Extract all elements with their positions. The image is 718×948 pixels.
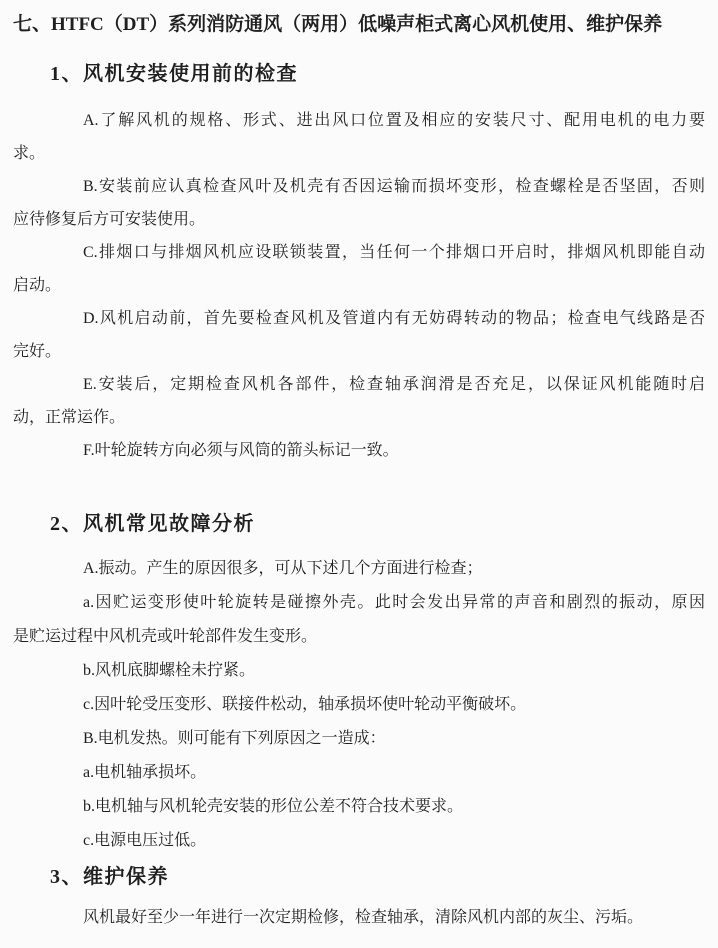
section-1-body [13, 104, 705, 467]
para-line: b.电机轴与风机轮壳安装的形位公差不符合技术要求。 [83, 798, 464, 815]
para-line: 求。 [13, 145, 46, 162]
para-line: B.安装前应认真检查风叶及机壳有否因运输而损坏变形，检查螺栓是否坚固，否则 [83, 178, 705, 195]
section-2-heading: 2、风机常见故障分析 [50, 513, 255, 535]
para-line: 应待修复后方可安装使用。 [13, 211, 206, 228]
para-line: A.了解风机的规格、形式、进出风口位置及相应的安装尺寸、配用电机的电力要 [83, 112, 705, 129]
para-line: 动，正常运作。 [13, 409, 126, 426]
para-line: A.振动。产生的原因很多，可从下述几个方面进行检查； [83, 560, 483, 577]
para-line: a.因贮运变形使叶轮旋转是碰擦外壳。此时会发出异常的声音和剧烈的振动，原因 [83, 594, 705, 611]
para-line: D.风机启动前，首先要检查风机及管道内有无妨碍转动的物品；检查电气线路是否 [83, 310, 705, 327]
para-line: a.电机轴承损坏。 [83, 764, 207, 781]
para-line: 风机最好至少一年进行一次定期检修，检查轴承，清除风机内部的灰尘、污垢。 [83, 909, 644, 926]
para-line: b.风机底脚螺栓未拧紧。 [83, 662, 256, 679]
para-line: 启动。 [13, 277, 62, 294]
section-2-body [13, 552, 705, 858]
section-3-body [13, 901, 705, 934]
section-3-heading: 3、维护保养 [50, 866, 169, 888]
para-line: C.排烟口与排烟风机应设联锁装置，当任何一个排烟口开启时，排烟风机即能自动 [83, 244, 705, 261]
document-title: 七、HTFC（DT）系列消防通风（两用）低噪声柜式离心风机使用、维护保养 [13, 14, 663, 35]
para-line: 完好。 [13, 343, 62, 360]
para-line: 是贮运过程中风机壳或叶轮部件发生变形。 [13, 628, 318, 645]
para-line: c.因叶轮受压变形、联接件松动，轴承损坏使叶轮动平衡破坏。 [83, 696, 527, 713]
para-line: c.电源电压过低。 [83, 832, 207, 849]
para-line: F.叶轮旋转方向必须与风筒的箭头标记一致。 [83, 442, 399, 459]
section-1-heading: 1、风机安装使用前的检查 [50, 63, 298, 85]
para-line: E.安装后，定期检查风机各部件，检查轴承润滑是否充足，以保证风机能随时启 [83, 376, 705, 393]
para-line: B.电机发热。则可能有下列原因之一造成： [83, 730, 386, 747]
